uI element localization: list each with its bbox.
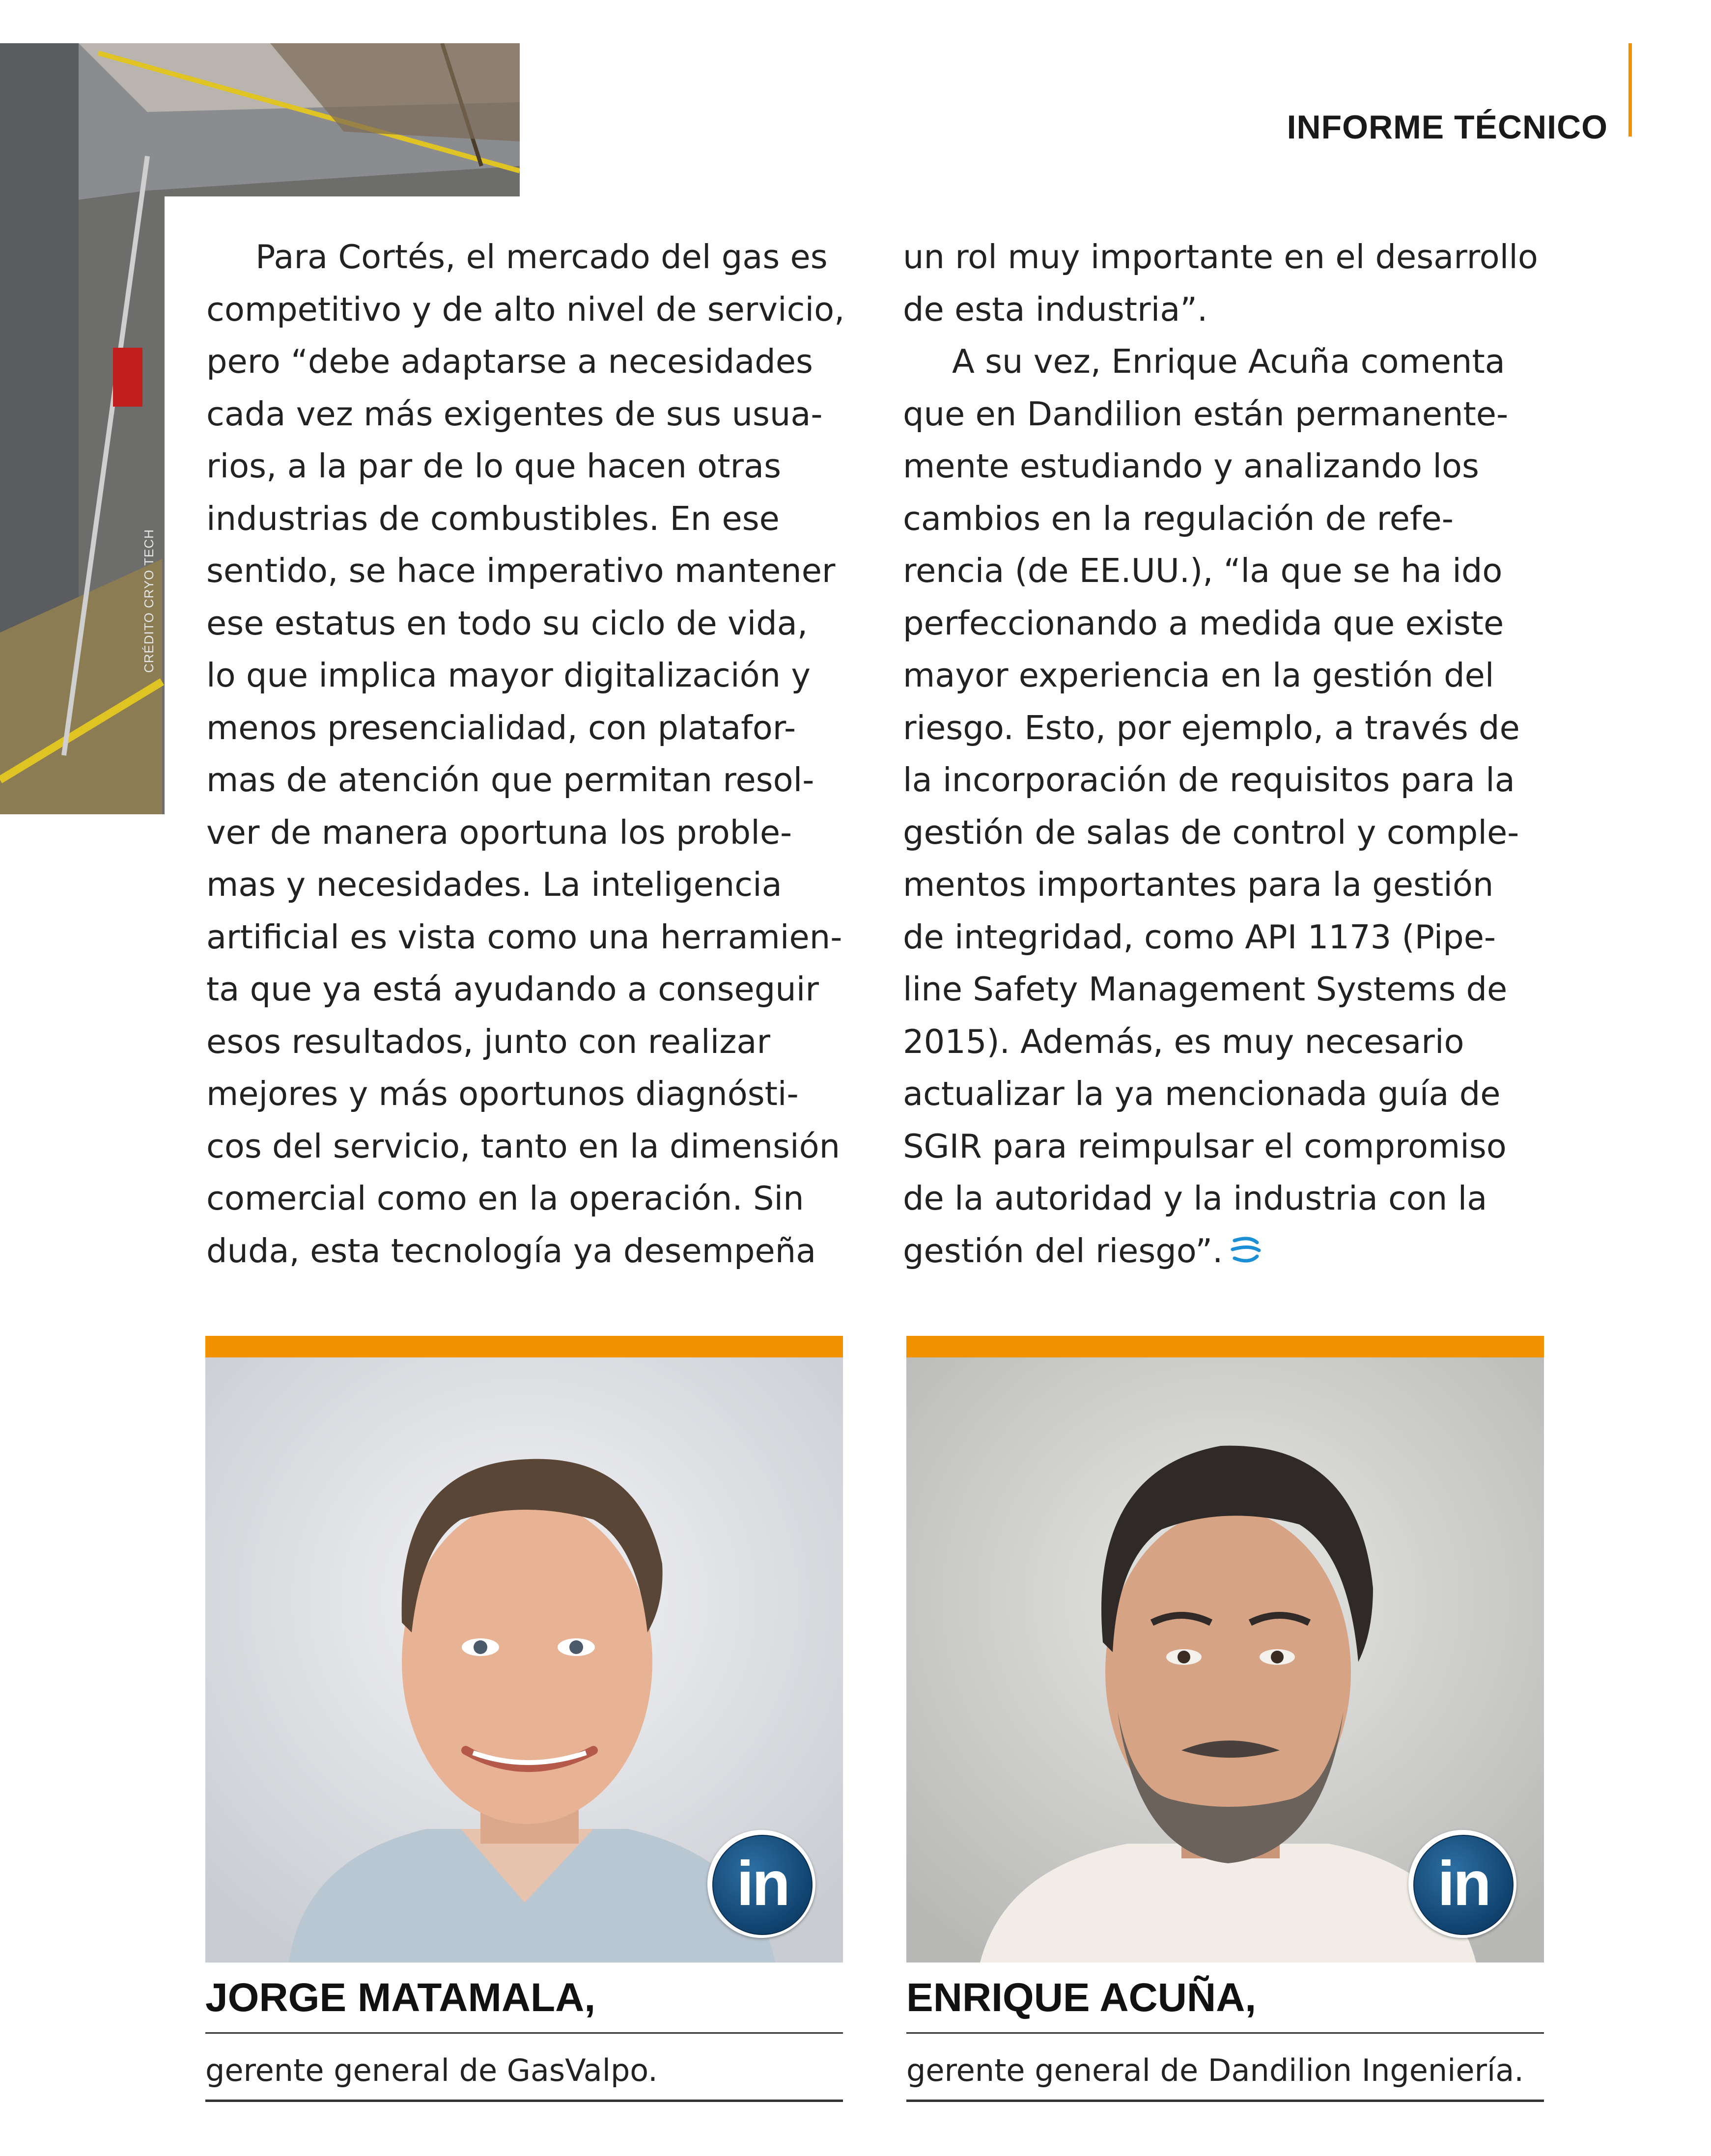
- article-line: pero “debe adaptarse a necesidades: [206, 342, 813, 381]
- header-rule: [1628, 43, 1632, 137]
- article-line: industrias de combustibles. En ese: [206, 499, 780, 538]
- article-line: mas de atención que permitan resol-: [206, 761, 814, 799]
- article-line: rios, a la par de lo que hacen otras: [206, 447, 781, 485]
- article-line: cos del servicio, tanto en la dimensión: [206, 1127, 841, 1165]
- article-line: mejores y más oportunos diagnósti-: [206, 1075, 799, 1113]
- article-line: gestión de salas de control y comple-: [903, 813, 1519, 852]
- article-line: de esta industria”.: [903, 290, 1208, 329]
- linkedin-icon: [1413, 1835, 1514, 1935]
- article-line: A su vez, Enrique Acuña comenta: [952, 342, 1505, 381]
- profile-role: gerente general de GasValpo.: [205, 2034, 843, 2102]
- profile-card-jorge-matamala: [205, 1336, 843, 2102]
- article-line: Para Cortés, el mercado del gas es: [255, 238, 828, 276]
- article-line: mayor experiencia en la gestión del: [903, 656, 1494, 694]
- article-line: mas y necesidades. La inteligencia: [206, 865, 782, 904]
- article-column-right: [903, 231, 1551, 1277]
- card-accent-bar: [906, 1336, 1544, 1357]
- article-line: la incorporación de requisitos para la: [903, 761, 1515, 799]
- article-line: menos presencialidad, con platafor-: [206, 708, 796, 747]
- article-line: de integridad, como API 1173 (Pipe-: [903, 917, 1496, 956]
- profile-name: JORGE MATAMALA,: [205, 1973, 843, 2034]
- linkedin-button[interactable]: [707, 1830, 815, 1938]
- article-line: cada vez más exigentes de sus usua-: [206, 394, 823, 433]
- article-line: artificial es vista como una herramien-: [206, 917, 842, 956]
- article-line: comercial como en la operación. Sin: [206, 1179, 804, 1217]
- section-header: INFORME TÉCNICO: [1287, 109, 1608, 146]
- article-line: perfeccionando a medida que existe: [903, 604, 1504, 642]
- profile-name: ENRIQUE ACUÑA,: [906, 1973, 1544, 2034]
- card-accent-bar: [205, 1336, 843, 1357]
- article-line: riesgo. Esto, por ejemplo, a través de: [903, 708, 1520, 747]
- article-line: que en Dandilion están permanente-: [903, 394, 1509, 433]
- article-line: lo que implica mayor digitalización y: [206, 656, 811, 694]
- article-line: SGIR para reimpulsar el compromiso: [903, 1127, 1507, 1165]
- linkedin-label: in: [736, 1849, 788, 1919]
- article-line: mente estudiando y analizando los: [903, 447, 1479, 485]
- linkedin-button[interactable]: [1408, 1830, 1516, 1938]
- article-line: sentido, se hace imperativo mantener: [206, 552, 836, 590]
- article-line: esos resultados, junto con realizar: [206, 1022, 770, 1061]
- article-line: cambios en la regulación de refe-: [903, 499, 1454, 538]
- linkedin-icon: [712, 1835, 813, 1935]
- article-line-text: gestión del riesgo”.: [903, 1231, 1223, 1270]
- article-line: mentos importantes para la gestión: [903, 865, 1494, 904]
- article-line: competitivo y de alto nivel de servicio,: [206, 290, 845, 329]
- article-line: ver de manera oportuna los proble-: [206, 813, 792, 852]
- profile-photo: [906, 1357, 1544, 1963]
- article-line-last: [903, 1225, 1551, 1277]
- end-mark-icon: [1230, 1234, 1262, 1266]
- article-line: de la autoridad y la industria con la: [903, 1179, 1487, 1217]
- linkedin-label: in: [1437, 1849, 1489, 1919]
- photo-credit: CRÉDITO CRYO TECH: [141, 529, 156, 673]
- article-line: actualizar la ya mencionada guía de: [903, 1075, 1501, 1113]
- article-line: ese estatus en todo su ciclo de vida,: [206, 604, 808, 642]
- profile-role: gerente general de Dandilion Ingeniería.: [906, 2034, 1544, 2102]
- profile-card-enrique-acuna: [906, 1336, 1544, 2102]
- profile-photo: [205, 1357, 843, 1963]
- article-column-left: [206, 231, 855, 1277]
- article-line: ta que ya está ayudando a conseguir: [206, 970, 819, 1008]
- article-line: duda, esta tecnología ya desempeña: [206, 1231, 816, 1270]
- article-line: un rol muy importante en el desarrollo: [903, 238, 1538, 276]
- article-line: rencia (de EE.UU.), “la que se ha ido: [903, 552, 1503, 590]
- article-line: line Safety Management Systems de: [903, 970, 1508, 1008]
- article-line: 2015). Además, es muy necesario: [903, 1022, 1464, 1061]
